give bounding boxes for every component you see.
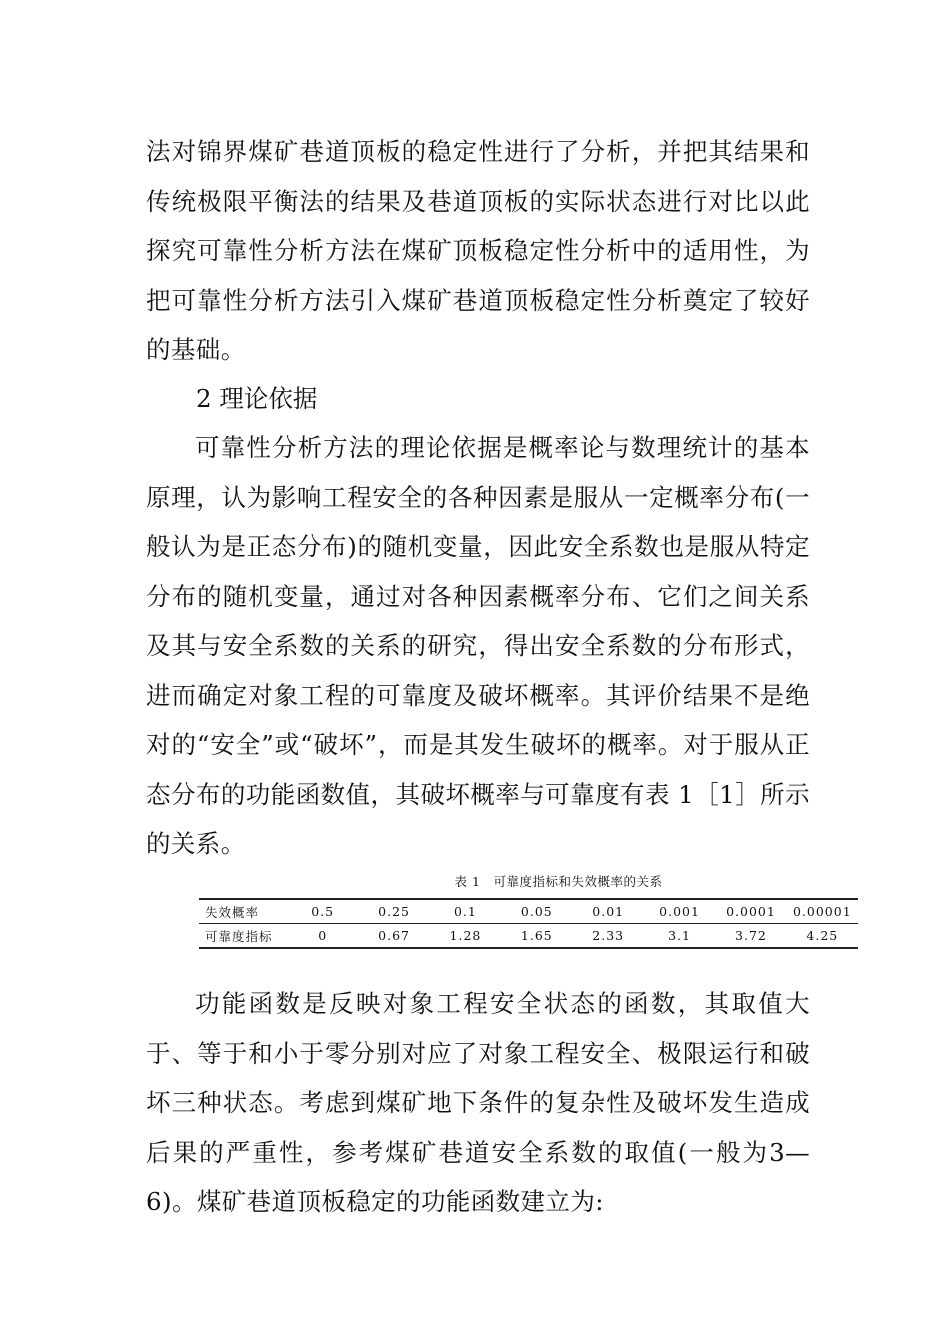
table-cell: 0.00001	[787, 899, 858, 924]
table-cell: 0	[318, 928, 328, 943]
table-cell: 0.0001	[715, 899, 786, 924]
table-cell: 4.25	[806, 928, 839, 943]
table-cell: 0.05	[501, 899, 572, 924]
table-row-reliability-index	[199, 924, 858, 949]
table-cell: 3.72	[735, 928, 767, 943]
table-cell: 0.25	[358, 899, 429, 924]
table-caption: 表 1 可靠度指标和失效概率的关系	[454, 874, 663, 889]
table-cell: 0.67	[378, 928, 410, 943]
section-heading: 2 理论依据	[196, 384, 318, 413]
table-cell: 0.5	[287, 899, 358, 924]
reliability-table	[199, 872, 858, 949]
row-label: 失效概率	[199, 899, 287, 924]
table-cell: 1.65	[520, 928, 553, 943]
table-cell: 0.01	[573, 899, 644, 924]
paragraph-theory: 可靠性分析方法的理论依据是概率论与数理统计的基本原理，认为影响工程安全的各种因素是服从一定概率分布(一般认为是正态分布)的随机变量，因此安全系数也是服从特定分布的随机变量，通过对各种因素概率分布、它们之间关系及其与安全系数的关系的研究，得出安全系数的分布形式，进而确定对象工程的可靠度及破坏概率。其评价结果不是绝对的“安全”或“破坏”，而是其发生破坏的概率。对于服从正态分布的功能函数值，其破坏概率与可靠度有表 1［1］所示的关系。	[146, 433, 810, 858]
table-cell: 2.33	[592, 928, 625, 943]
table-cell: 0.001	[644, 899, 715, 924]
table-row-failure-probability	[199, 899, 858, 924]
paragraph-intro-continued: 法对锦界煤矿巷道顶板的稳定性进行了分析，并把其结果和传统极限平衡法的结果及巷道顶板的实际状态进行对比以此探究可靠性分析方法在煤矿顶板稳定性分析中的适用性，为把可靠性分析方法引入煤矿巷道顶板稳定性分析奠定了较好的基础。	[146, 137, 810, 364]
table-cell: 3.1	[668, 928, 691, 943]
table-cell: 0.1	[430, 899, 501, 924]
table-body	[199, 898, 858, 949]
paragraph-function: 功能函数是反映对象工程安全状态的函数，其取值大于、等于和小于零分别对应了对象工程安全、极限运行和破坏三种状态。考虑到煤矿地下条件的复杂性及破坏发生造成后果的严重性，参考煤矿巷道安全系数的取值(一般为3—6)。煤矿巷道顶板稳定的功能函数建立为:	[146, 989, 810, 1216]
row-label: 可靠度指标	[205, 928, 273, 944]
table-cell: 1.28	[449, 928, 482, 943]
